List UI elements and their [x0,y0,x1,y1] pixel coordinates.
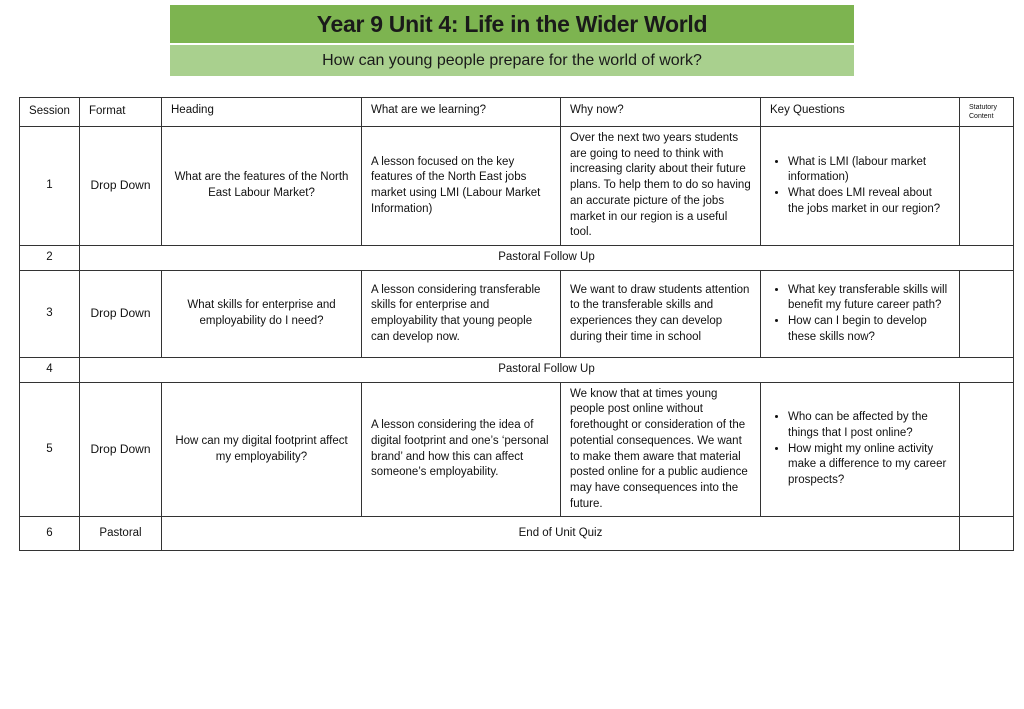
session-number: 2 [20,246,80,271]
format-cell: Pastoral [80,517,162,551]
pastoral-follow-up: Pastoral Follow Up [80,358,1014,383]
statutory-cell [960,517,1014,551]
session-number: 1 [20,127,80,246]
table-row [20,517,1014,551]
session-number: 6 [20,517,80,551]
header-statutory-content: Statutory Content [960,98,1014,127]
why-now-cell: We want to draw students attention to the transferable skills and experiences they can develop during their time in school [561,271,761,358]
header-session: Session [20,98,80,127]
key-questions-cell [761,271,960,358]
session-number: 3 [20,271,80,358]
why-now-cell: We know that at times young people post online without forethought or consideration of the potential consequences. We want to make them aware that material posted online for a public audience may have consequences into the future. [561,383,761,517]
header-key-questions: Key Questions [761,98,960,127]
statutory-cell [960,383,1014,517]
header-learning: What are we learning? [362,98,561,127]
learning-cell: A lesson focused on the key features of the North East jobs market using LMI (Labour Market Information) [362,127,561,246]
unit-subtitle: How can young people prepare for the world of work? [170,45,854,76]
end-of-unit-quiz: End of Unit Quiz [162,517,960,551]
key-question: • What key transferable skills will benefit my future career path? [788,283,950,314]
table-row [20,127,1014,246]
format-cell: Drop Down [80,383,162,517]
key-question: • How might my online activity make a difference to my career prospects? [788,442,950,489]
key-questions-cell [761,383,960,517]
format-cell: Drop Down [80,127,162,246]
table-row [20,246,1014,271]
statutory-cell [960,271,1014,358]
learning-cell: A lesson considering the idea of digital footprint and one’s ‘personal brand’ and how this can affect someone’s employability. [362,383,561,517]
lesson-plan-table [19,97,1014,551]
header-heading: Heading [162,98,362,127]
key-question: • How can I begin to develop these skills now? [788,314,950,345]
key-question: • What is LMI (labour market information) [788,155,950,186]
table-row [20,271,1014,358]
table-row [20,383,1014,517]
key-questions-cell [761,127,960,246]
unit-title: Year 9 Unit 4: Life in the Wider World [170,5,854,45]
heading-cell: What are the features of the North East Labour Market? [162,127,362,246]
title-banner [170,5,854,76]
header-format: Format [80,98,162,127]
why-now-cell: Over the next two years students are going to need to think with increasing clarity about their future plans. To help them to do so having an accurate picture of the jobs market in our region is a useful tool. [561,127,761,246]
table-row [20,358,1014,383]
session-number: 5 [20,383,80,517]
session-number: 4 [20,358,80,383]
learning-cell: A lesson considering transferable skills for enterprise and employability that young people can develop now. [362,271,561,358]
format-cell: Drop Down [80,271,162,358]
header-row [20,98,1014,127]
key-question: • What does LMI reveal about the jobs market in our region? [788,186,950,217]
heading-cell: How can my digital footprint affect my employability? [162,383,362,517]
header-why-now: Why now? [561,98,761,127]
statutory-cell [960,127,1014,246]
heading-cell: What skills for enterprise and employability do I need? [162,271,362,358]
key-question: • Who can be affected by the things that I post online? [788,410,950,441]
pastoral-follow-up: Pastoral Follow Up [80,246,1014,271]
